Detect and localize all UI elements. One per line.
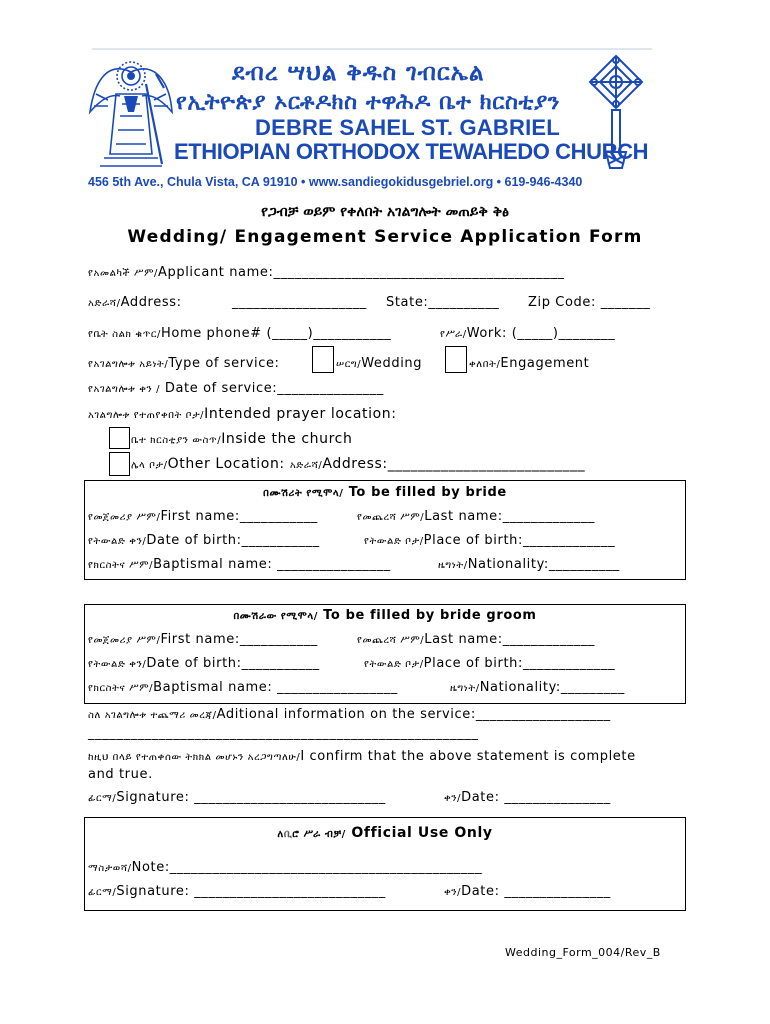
bride-dob-field[interactable]: ___________ [241,533,320,548]
groom-dob-label: Date of birth: [146,656,242,671]
service-date-field[interactable]: _______________ [277,381,384,396]
work-phone-label-am: የሥራ/ [440,329,467,340]
form-title-amharic: የጋብቻ ወይም የቀለበት አገልግሎት መጠይቅ ቅፅ [261,204,509,220]
engagement-label: Engagement [500,356,590,371]
groom-section-header [0,608,770,623]
service-date-row [88,381,384,396]
bride-last-name-field[interactable]: _____________ [502,509,596,524]
wedding-option-label [336,356,422,371]
service-type-label-wrap [88,356,280,371]
form-revision-id: Wedding_Form_004/Rev_B [505,946,661,959]
groom-header: To be filled by bride groom [323,608,537,623]
groom-nationality-label: Nationality: [479,680,561,695]
official-note-row [88,860,482,875]
groom-baptismal-label: Baptismal name: [153,680,273,695]
home-phone-area-field[interactable]: (_____) [266,326,314,341]
zip-label: Zip Code: [528,295,596,310]
prayer-location-label-am: አገልግሎቱ የተጠየቀበት ቦታ/ [88,410,205,421]
bride-nationality-row [438,557,620,572]
groom-baptismal-name-row [88,680,398,695]
groom-first-name-row [88,632,318,647]
other-location-address-label-am: አድራሻ/ [289,460,323,471]
applicant-date-label: Date: [461,790,500,805]
official-use-header-am: ለቢሮ ሥራ ብቻ/ [277,829,346,840]
groom-pob-label-am: የትውልድ ቦታ/ [364,659,424,670]
official-signature-field[interactable]: ___________________________ [194,884,386,899]
zip-field[interactable]: _______ [600,295,651,310]
official-signature-label: Signature: [116,884,190,899]
groom-nationality-field[interactable]: _________ [560,680,625,695]
other-location-option [131,456,585,472]
inside-church-checkbox[interactable] [109,427,130,449]
applicant-date-row [444,790,611,805]
church-name-amharic-2: የኢትዮጵያ ኦርቶዶክስ ተዋሕዶ ቤተ ክርስቲያን [176,90,560,115]
service-date-label-am: የአገልግሎቱ ቀን / [88,384,161,395]
applicant-date-field[interactable]: _______________ [504,790,611,805]
groom-first-name-field[interactable]: ___________ [239,632,318,647]
church-name-english-2: ETHIOPIAN ORTHODOX TEWAHEDO CHURCH [174,139,649,164]
groom-first-name-label-am: የመጀመሪያ ሥም/ [88,635,161,646]
other-location-label: Other Location: [167,456,285,472]
home-phone-row [88,326,391,341]
bride-baptismal-name-row [88,557,391,572]
groom-nationality-row [450,680,625,695]
bride-last-name-row [357,509,595,524]
applicant-signature-row [88,790,386,805]
bride-section-header [0,485,770,500]
address-label: Address: [120,295,182,310]
groom-pob-row [364,656,615,671]
groom-last-name-row [357,632,595,647]
official-use-header [0,825,770,841]
bride-pob-label-am: የትውልድ ቦታ/ [364,536,424,547]
confirm-statement [88,749,636,764]
applicant-signature-label-am: ፊርማ/ [88,793,117,804]
groom-baptismal-field[interactable]: _________________ [277,680,398,695]
groom-dob-label-am: የትውልድ ቀን/ [88,659,147,670]
groom-dob-field[interactable]: ___________ [241,656,320,671]
additional-info-label: Aditional information on the service: [216,707,476,722]
bride-last-name-label: Last name: [424,509,503,524]
church-name-english-1: DEBRE SAHEL ST. GABRIEL [255,115,560,140]
applicant-signature-field[interactable]: ___________________________ [194,790,386,805]
official-signature-row [88,884,386,899]
bride-first-name-label: First name: [160,509,240,524]
groom-header-am: በሙሽራው የሚሞላ/ [233,611,319,622]
inside-church-label-am: ቤተ ክርስቲያን ውስጥ/ [131,435,222,446]
confirm-statement-am: ከዚህ በላይ የተጠቀሰው ትክክል መሆኑን አረጋግጣለሁ/ [88,752,301,763]
home-phone-label: Home phone# [161,326,262,341]
groom-pob-label: Place of birth: [423,656,523,671]
zip-row [528,295,650,310]
bride-first-name-label-am: የመጀመሪያ ሥም/ [88,512,161,523]
official-date-row [444,884,611,899]
bride-pob-label: Place of birth: [423,533,523,548]
bride-dob-label-am: የትውልድ ቀን/ [88,536,147,547]
bride-nationality-label-am: ዜግነት/ [438,560,468,571]
additional-info-row [88,707,611,722]
applicant-name-label: Applicant name: [158,265,274,280]
official-date-field[interactable]: _______________ [504,884,611,899]
groom-last-name-field[interactable]: _____________ [502,632,596,647]
confirm-statement-line1: I confirm that the above statement is complete [300,749,636,764]
work-phone-field[interactable]: ________ [558,326,616,341]
inside-church-option [131,431,352,447]
official-note-label-am: ማስታወሻ/ [88,863,132,874]
prayer-location-label: Intended prayer location: [204,406,397,422]
additional-info-field-line2[interactable]: _______________________________________________________ [88,726,479,741]
groom-pob-field[interactable]: _____________ [522,656,616,671]
bride-dob-label: Date of birth: [146,533,242,548]
bride-baptismal-label-am: የክርስትና ሥም/ [88,560,154,571]
bride-baptismal-label: Baptismal name: [153,557,273,572]
bride-nationality-field[interactable]: __________ [548,557,620,572]
bride-header: To be filled by bride [348,485,507,500]
state-row [386,295,499,310]
bride-baptismal-field[interactable]: ________________ [277,557,391,572]
additional-info-label-am: ስለ አገልግሎቱ ተጨማሪ መረጃ/ [88,710,217,721]
engagement-label-am: ቀለበት/ [469,359,501,370]
engagement-checkbox[interactable] [445,346,467,373]
official-note-field[interactable]: ____________________________________________ [169,860,483,875]
bride-pob-field[interactable]: _____________ [522,533,616,548]
bride-first-name-field[interactable]: ___________ [239,509,318,524]
work-phone-row [440,326,615,341]
archangel-gabriel-icon [86,54,176,174]
address-field[interactable]: ___________________ [232,295,367,310]
work-phone-area-field[interactable]: (_____) [511,326,559,341]
address-label-am: አድራሻ/ [88,298,121,309]
inside-church-label: Inside the church [221,431,353,447]
other-location-address-field[interactable]: __________________________ [387,456,586,472]
bride-pob-row [364,533,615,548]
wedding-label: Wedding [361,356,423,371]
service-type-label-am: የአገልግሎቱ አይነት/ [88,359,169,370]
service-type-label: Type of service: [168,356,280,371]
groom-dob-row [88,656,320,671]
bride-last-name-label-am: የመጨረሻ ሥም/ [357,512,425,523]
additional-info-field[interactable]: ___________________ [475,707,611,722]
wedding-checkbox[interactable] [312,346,334,373]
service-date-label: Date of service: [164,381,278,396]
other-location-label-am: ሌላ ቦታ/ [131,460,168,471]
groom-first-name-label: First name: [160,632,240,647]
applicant-name-label-am: የአመልካች ሥም/ [88,268,159,279]
groom-baptismal-label-am: የክርስትና ሥም/ [88,683,154,694]
applicant-name-row [88,265,565,280]
official-signature-label-am: ፊርማ/ [88,887,117,898]
bride-nationality-label: Nationality: [467,557,549,572]
state-label: State: [386,295,429,310]
groom-last-name-label-am: የመጨረሻ ሥም/ [357,635,425,646]
header-top-rule [92,48,652,50]
engagement-option-label [469,356,589,371]
state-field[interactable]: __________ [428,295,500,310]
groom-last-name-label: Last name: [424,632,503,647]
bride-header-am: በሙሽሪት የሚሞላ/ [263,488,344,499]
confirm-statement-line2: and true. [88,767,153,782]
groom-nationality-label-am: ዜግነት/ [450,683,480,694]
other-location-checkbox[interactable] [109,452,130,476]
wedding-label-am: ሠርግ/ [336,359,362,370]
church-contact-line: 456 5th Ave., Chula Vista, CA 91910 • www.sandiegokidusgebriel.org • 619-946-4340 [88,175,583,189]
form-title: Wedding/ Engagement Service Application Form [127,227,643,247]
official-use-header-label: Official Use Only [351,825,493,841]
applicant-date-label-am: ቀን/ [444,793,462,804]
address-label-wrap [88,295,182,310]
official-date-label: Date: [461,884,500,899]
applicant-name-field[interactable]: _________________________________________ [273,265,565,280]
home-phone-field[interactable]: ___________ [313,326,392,341]
bride-first-name-row [88,509,318,524]
home-phone-label-am: የቤት ስልክ ቁጥር/ [88,329,162,340]
other-location-address-label: Address: [322,456,388,472]
applicant-signature-label: Signature: [116,790,190,805]
prayer-location-row [88,406,397,422]
bride-dob-row [88,533,320,548]
church-name-amharic-1: ደብረ ሣህል ቅዱስ ገብርኤል [232,60,485,86]
work-phone-label: Work: [466,326,507,341]
official-note-label: Note: [131,860,170,875]
official-date-label-am: ቀን/ [444,887,462,898]
